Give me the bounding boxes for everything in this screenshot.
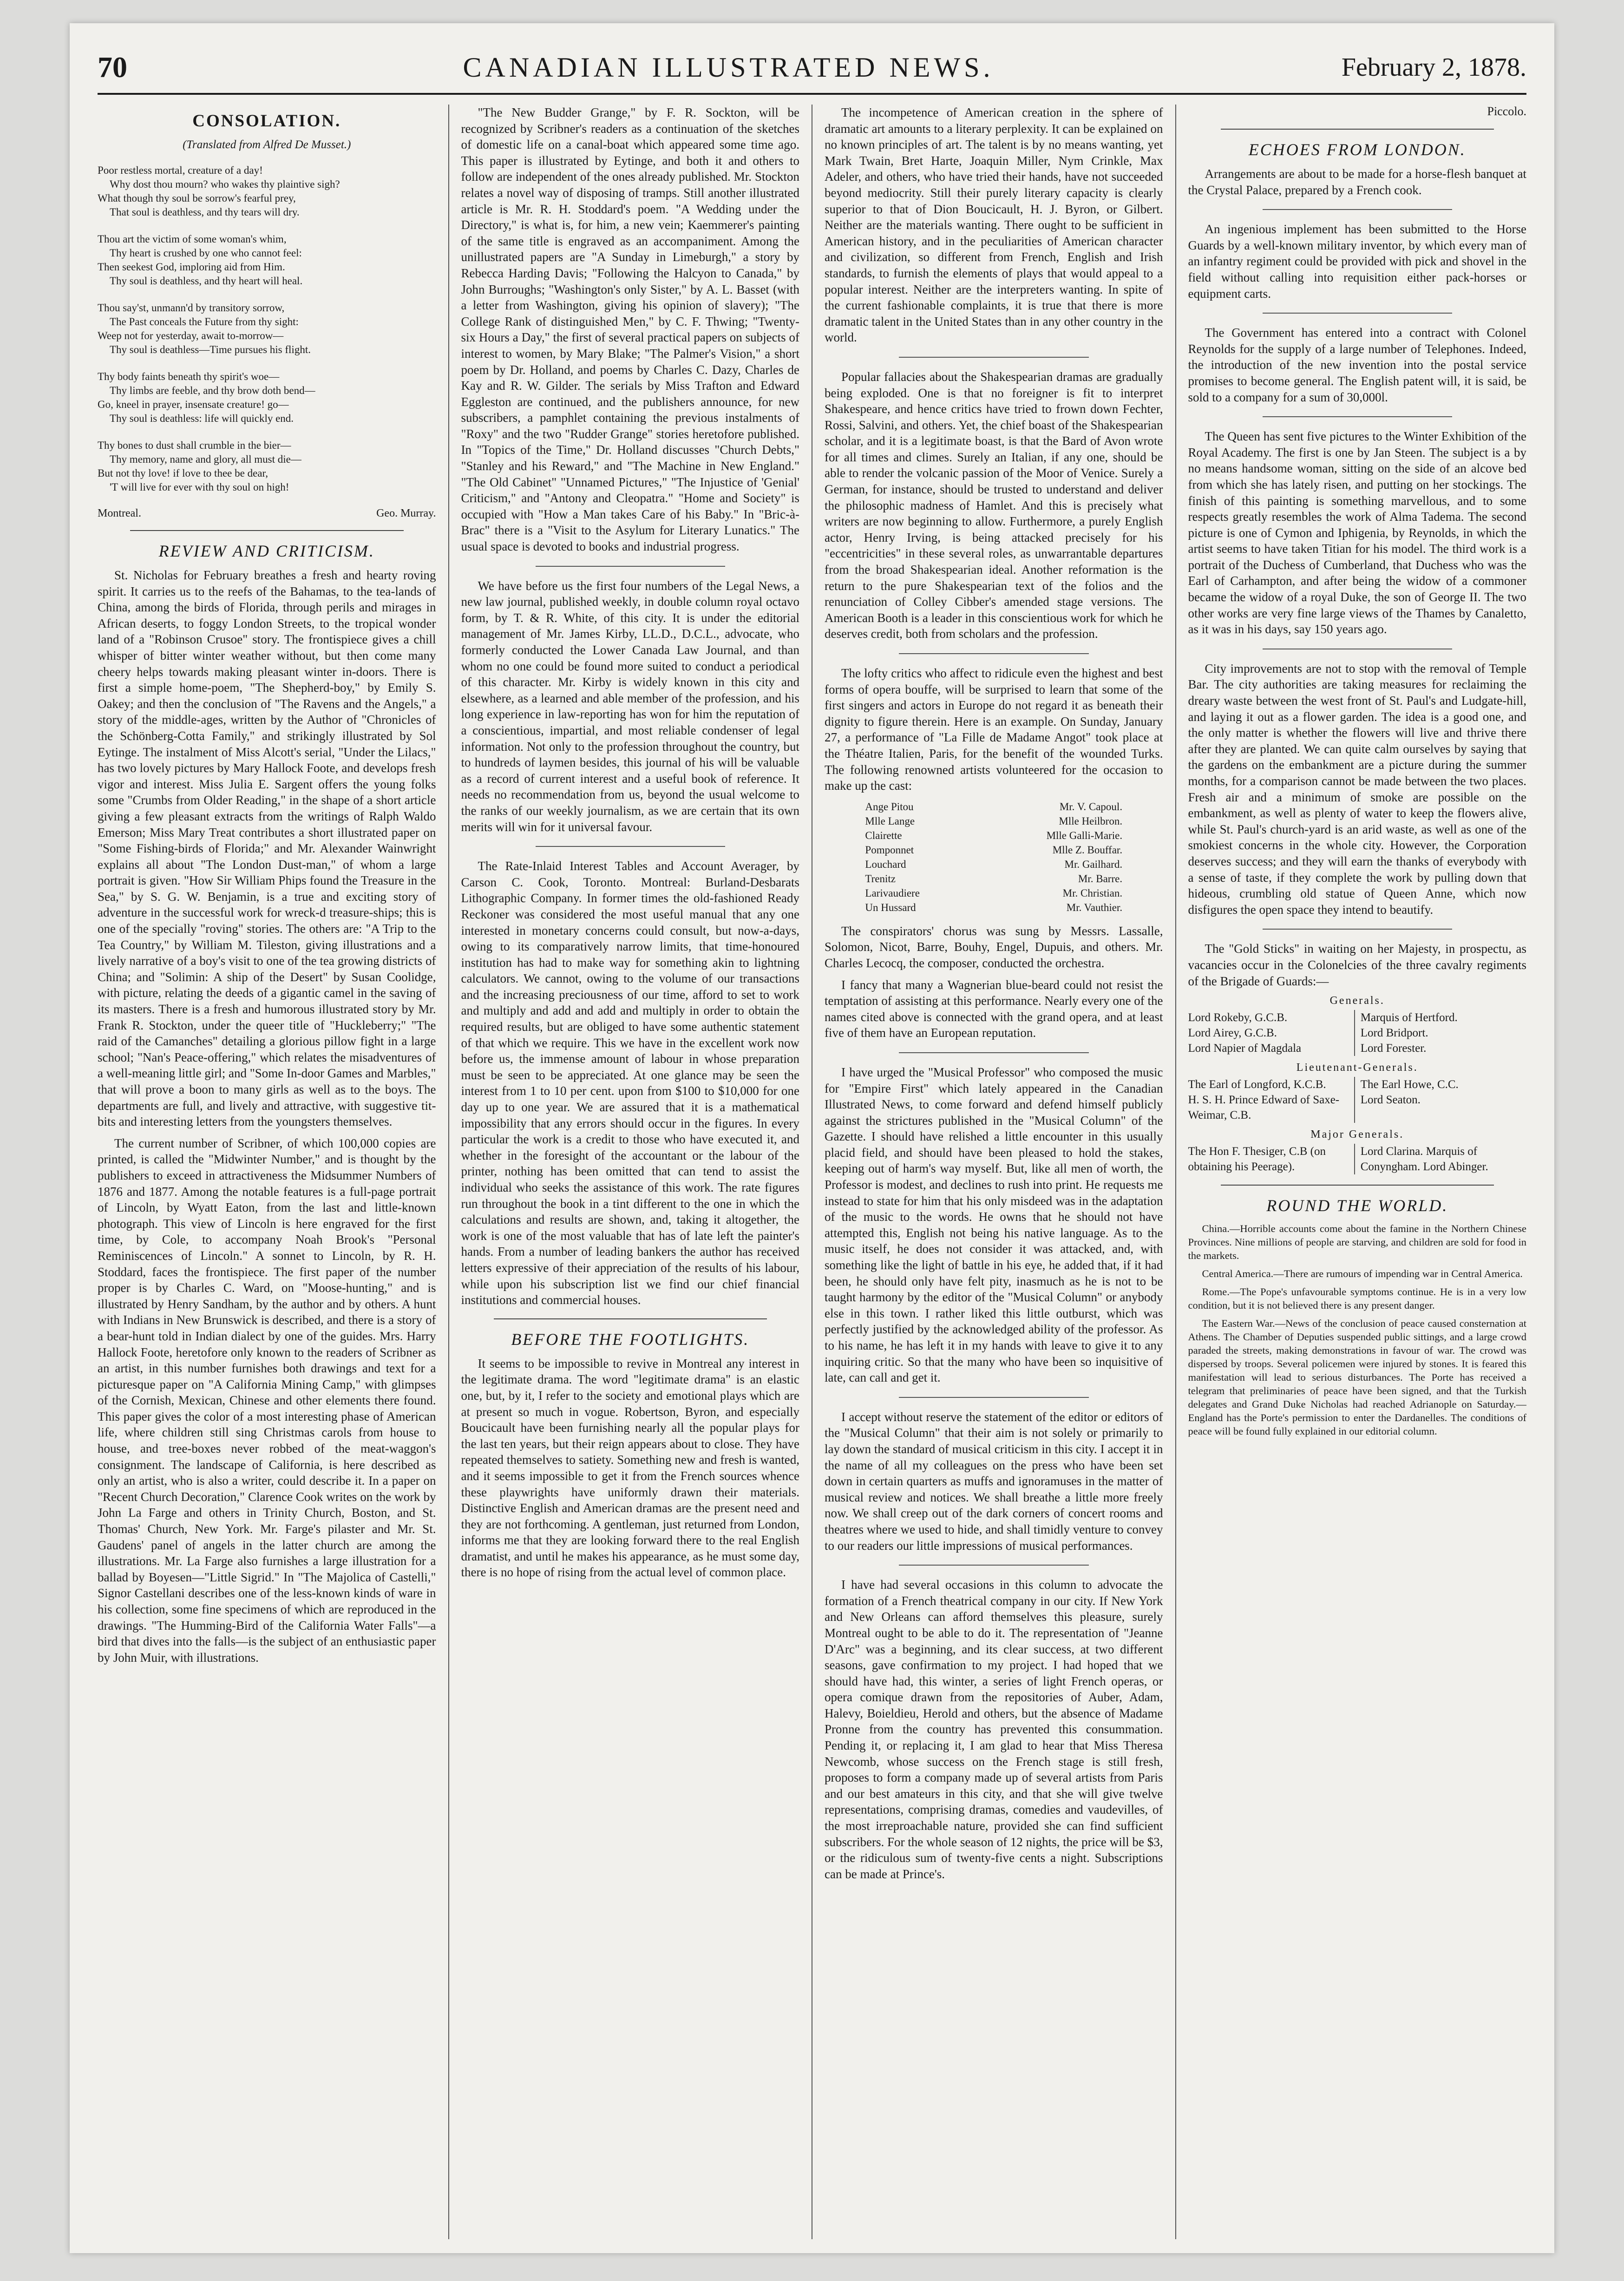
- poem-line: Thy soul is deathless—Time pursues his flight.: [110, 344, 311, 355]
- paragraph-divider: [899, 1052, 1089, 1053]
- footlights-signature: Piccolo.: [1487, 105, 1526, 118]
- poem-line: What though thy soul be sorrow's fearful prey,: [98, 192, 296, 204]
- echoes-paragraph: The Government has entered into a contract with Colonel Reynolds for the supply of a large number of Telephones. Indeed, the introduction of the new invention into the postal service promises to become general. The English patent will, it is said, be sold to a company for a sum of 30,000l.: [1188, 326, 1526, 404]
- poem-line: Thy bones to dust shall crumble in the bier—: [98, 439, 291, 451]
- cast-actor: Mr. Christian.: [1062, 887, 1123, 899]
- poem-author: Geo. Murray.: [376, 507, 436, 519]
- footlights-paragraph: The incompetence of American creation in the sphere of dramatic art amounts to a literary perplexity. It can be explained on no known principles of art. The talent is by no means wanting, yet Mark Twain, Bret Harte, Joaquin Miller, Nym Crinkle, Max Adeler, and others, who have tried their hands, have not succeeded beyond mediocrity. Still their purely literary capacity is clearly superior to that of Dion Boucicault, H. J. Byron, or Gilbert. Neither are the materials wanting. There ought to be sufficient in American history, and in the peculiarities of American character and civilization, so different from French, English and Irish standards, to furnish the elements of plays that would appeal to a popular interest. Neither are the interpreters wanting. In spite of the current fashionable complaints, it is true that there is more dramatic talent in the United States than in any other country in the world.: [825, 105, 1163, 345]
- footlights-paragraph: I accept without reserve the statement of the editor or editors of the "Musical Column" that their aim is not solely or primarily to lay down the standard of musical criticism in this city. I accept it in the name of all my colleagues on the press who have been set down in certain quarters as muffs and ignoramuses in the matter of musical review and notices. We shall breathe a little more freely now. We shall creep out of the dark corners of concert rooms and theatres where we used to hide, and shall timidly venture to convey to our readers our little impressions of musical performances.: [825, 1409, 1163, 1553]
- officer-row: [1188, 1041, 1527, 1056]
- major-generals-label: Major Generals.: [1310, 1128, 1404, 1141]
- paragraph-divider: [899, 653, 1089, 654]
- footlights-paragraph: Popular fallacies about the Shakespearian dramas are gradually being exploded. One is that no foreigner is fit to interpret Shakespeare, and hence critics have tried to frown down Fechter, Rossi, Salvini, and others. Yet, the chief boast of the Shakespearian scholar, and it is a legitimate boast, is that the Bard of Avon wrote for all times and climes. Surely an Italian, if any one, should be able to render the volcanic passion of the Moor of Venice. Surely a German, for instance, should be trusted to understand and deliver the philosophic madness of Hamlet. And this is precisely what writers are now beginning to allow. Furthermore, a purely English actor, Henry Irving, is being attacked precisely for his "eccentricities" in these several roles, as unwarrantable departures from the broad Shakespearian ideal. Another reformation is the return to the pure Shakespearian text of the folios and the renunciation of Colley Cibber's amended stage versions. The American Booth is a leader in this conscientious work for which he deserves credit, both from scholars and the profession.: [825, 369, 1163, 641]
- officer-name: H. S. H. Prince Edward of Saxe-Weimar, C.B.: [1188, 1094, 1340, 1122]
- poem-stanza: [98, 301, 436, 357]
- poem-attribution: (Translated from Alfred De Musset.): [183, 138, 351, 151]
- cast-actor: Mr. Barre.: [1078, 872, 1123, 885]
- review-paragraph: The current number of Scribner, of which 100,000 copies are printed, is called the "Midwinter Number," and is thought by the publishers to exceed in attractiveness the Midsummer Numbers of 1876 and 1877. Among the notable features is a full-page portrait of Lincoln, by Wyatt Eaton, from the last and little-known photograph. This view of Lincoln is here engraved for the first time, by Cole, to accompany Noah Brook's "Personal Reminiscences of Lincoln." A sonnet to Lincoln, by R. H. Stoddard, faces the frontispiece. The first paper of the number proper is by Charles C. Ward, on "Moose-hunting," and is illustrated by Henry Sandham, by the author and by others. A hunt with Indians in New Brunswick is described, and there is a story of a bear-hunt told in Indian dialect by one of the guides. Mrs. Harry Hallock Foote, heretofore only known to the readers of Scribner as an artist, in this number furnishes both drawings and text for a picturesque paper on "A California Mining Camp," with glimpses of the Cornish, Mexican, Chinese and other elements there found. This paper gives the color of a most interesting phase of American life, where children still sing Christmas carols from house to house, and tree-boxes never robbed of the meat-waggon's consignment. The landscape of California, is here described as only an artist, who is also a writer, could describe it. In a paper on "Recent Church Decoration," Clarence Cook writes on the work by John La Farge and others in Trinity Church, Boston, and St. Thomas' Church, New York. Mr. Farge's pilaster and Mr. St. Gaudens' panel of angels in the latter church are among the illustrations. Mr. La Farge also furnishes a large illustration for a ballad by Boyesen—"Little Sigrid." In "The Majolica of Castelli," Signor Castellani describes one of the less-known kinds of ware in his collection, some fine specimens of which are reproduced in the drawings. "The Humming-Bird of the California Water Falls"—a bird that dives into the falls—is the subject of an enthusiastic paper by John Muir, with illustrations.: [98, 1136, 436, 1665]
- echoes-paragraph: The Queen has sent five pictures to the Winter Exhibition of the Royal Academy. The first is one by Jan Steen. The subject is a by no means handsome woman, sitting on the side of an alcove bed from which she has lately risen, and putting on her stockings. The finish of this painting is something marvellous, and to some respects greatly resembles the work of Alma Tadema. The second picture is one of Cymon and Iphigenia, by Reynolds, in which the artist seems to have taken Titian for his model. The third work is a portrait of the Duchess of Cumberland, that Duchess who was the Earl of Carhampton, and after being the widow of a commoner became the widow of a royal Duke, the son of George II. The two other works are very fine large views of the Thames by Canaletto, as it was in his days, say 150 years ago.: [1188, 429, 1526, 636]
- echoes-paragraph: Arrangements are about to be made for a horse-flesh banquet at the Crystal Palace, prepared by a French cook.: [1188, 167, 1526, 197]
- footlights-paragraph: The conspirators' chorus was sung by Messrs. Lassalle, Solomon, Nicot, Barre, Bouhy, Engel, Dupuis, and others. Mr. Charles Lecocq, the composer, conducted the orchestra.: [825, 924, 1163, 970]
- poem-line: Thy soul is deathless: life will quickly end.: [110, 413, 294, 424]
- cast-role: Mlle Lange: [865, 815, 915, 827]
- generals-label: Generals.: [1329, 995, 1385, 1007]
- poem-stanza: [98, 439, 436, 494]
- cast-actor: Mr. Vauthier.: [1066, 901, 1123, 913]
- section-divider: [1221, 1185, 1494, 1186]
- review-paragraph: "The New Budder Grange," by F. R. Sockton, will be recognized by Scribner's readers as a continuation of the sketches of domestic life on a canal-boat which appeared some time ago. This paper is illustrated by Eytinge, and both it and others to follow are independent of the ones already published. Mr. Stockton relates a novel way of disposing of tramps. Still another illustrated article is Mr. R. H. Stoddard's poem. "A Wedding under the Directory," is what is, for him, a new vein; Kaemmerer's painting of the same title is engraved as an accompaniment. Among the unillustrated papers are "A Sunday in Limeburgh," a story by Rebecca Harding Davis; "Following the Halcyon to Canada," by John Burroughs; "Washington's only Sister," by A. L. Basset (with a letter from Washington, giving his opinion of slavery); "The College Rank of distinguished Men," by C. F. Thwing; "Twenty-six Hours a Day," the first of several practical papers on subjects of interest to women, by Mary Blake; "The Palmer's Vision," a short poem by Dr. Holland, and poems by Charles C. Dazy, Charles de Kay and R. W. Gilder. The serials by Miss Trafton and Edward Eggleston are continued, and the publishers announce, for new subscribers, a pamphlet containing the previous instalments of "Roxy" and the two "Rudder Grange" stories heretofore published. In "Topics of the Time," Dr. Holland discusses "Church Debts," "Stanley and his Reward," and "The Machine in New England." "The Old Cabinet" "Unnamed Pictures," "The Injustice of 'Genial' Criticism," and "Antony and Cleopatra." "Home and Society" is occupied with "How a Man takes Care of his Baby." In "Bric-à-Brac" there is a "Visit to the Asylum for Literary Lunatics." The usual space is devoted to books and industrial progress.: [461, 105, 799, 554]
- poem-line: Thou art the victim of some woman's whim,: [98, 233, 287, 245]
- review-paragraph: We have before us the first four numbers of the Legal News, a new law journal, published weekly, in double column royal octavo form, by T. & R. White, of this city. It is under the editorial management of Mr. James Kirby, LL.D., D.C.L., advocate, who formerly conducted the Lower Canada Law Journal, and than whom no one could be found more suited to conduct a periodical of this character. Mr. Kirby is widely known in this city and elsewhere, as a learned and able member of the profession, and his long experience in law-reporting has won for him the reputation of a conscientious, impartial, and most reliable condenser of legal information. Not only to the profession throughout the country, but to hundreds of laymen besides, this journal of his will be valuable as a record of current interest and a useful book of reference. It needs no recommendation from us, beyond the usual welcome to the ranks of our weekly journalism, as we are certain that its own merits will win for it universal favour.: [461, 578, 799, 834]
- paragraph-divider: [536, 846, 726, 847]
- poem-line: Go, kneel in prayer, insensate creature! go—: [98, 399, 289, 410]
- poem-line: Then seekest God, imploring aid from Him.: [98, 261, 285, 273]
- poem-place: Montreal.: [98, 507, 141, 519]
- footlights-paragraph: I have had several occasions in this column to advocate the formation of a French theatrical company in our city. If New York and New Orleans can afford themselves this pleasure, surely Montreal ought to be able to do it. The representation of "Jeanne D'Arc" was a beginning, and its clear success, at two different seasons, gave confirmation to my project. I had hoped that we should have had, this winter, a series of light French operas, or opera comique drawn from the repositories of Auber, Adam, Halevy, Boieldieu, Herold and others, but the absence of Madame Pronne from the country has prevented this consummation. Pending it, or replacing it, I am glad to hear that Miss Theresa Newcomb, whose success on the French stage is still fresh, proposes to form a company made up of several artists from Paris and our best amateurs in this city, and that she will give twelve representations, comprising dramas, comedies and vaudevilles, of the most irreproachable nature, provided she can find sufficient subscribers. For the whole season of 12 nights, the price will be $3, or the ridiculous sum of twenty-five cents a night. Subscriptions can be made at Prince's.: [825, 1578, 1163, 1881]
- echoes-paragraph: The "Gold Sticks" in waiting on her Majesty, in prospectu, as vacancies occur in the Colonelcies of the three cavalry regiments of the Brigade of Guards:—: [1188, 942, 1526, 988]
- officer-name: Lord Airey, G.C.B.: [1188, 1027, 1277, 1040]
- section-divider: [1221, 129, 1494, 130]
- cast-role: Clairette: [865, 829, 902, 841]
- officer-name: Lord Clarina. Marquis of Conyngham. Lord Abinger.: [1354, 1144, 1526, 1174]
- poem-line: Thy memory, name and glory, all must die—: [110, 453, 301, 465]
- officer-name: Lord Rokeby, G.C.B.: [1188, 1011, 1288, 1024]
- page-number: 70: [98, 51, 127, 84]
- paragraph-divider: [1263, 929, 1453, 930]
- officer-row: [1188, 1077, 1527, 1092]
- page-header: [98, 42, 1526, 95]
- officer-name: Lord Forester.: [1354, 1041, 1526, 1056]
- poem-line: Thy body faints beneath thy spirit's woe—: [98, 371, 280, 382]
- cast-actor: Mlle Galli-Marie.: [1046, 829, 1123, 841]
- footlights-paragraph: I fancy that many a Wagnerian blue-beard could not resist the temptation of assisting at this performance. Nearly every one of the names cited above is connected with the grand opera, and at least five of them have an European reputation.: [825, 977, 1163, 1040]
- echoes-paragraph: An ingenious implement has been submitted to the Horse Guards by a well-known military inventor, by which every man of an infantry regiment could be provided with pick and shovel in the field without calling into requisition either pack-horses or equipment carts.: [1188, 222, 1526, 301]
- issue-date: February 2, 1878.: [1341, 53, 1526, 82]
- officer-name: Lord Seaton.: [1354, 1092, 1526, 1123]
- officer-name: Lord Bridport.: [1354, 1025, 1526, 1041]
- column-2: [448, 105, 812, 2239]
- world-news-item: Rome.—The Pope's unfavourable symptoms continue. He is in a very low condition, but it is not believed there is any present danger.: [1188, 1286, 1526, 1311]
- lt-generals-label: Lieutenant-Generals.: [1296, 1062, 1418, 1074]
- cast-role: Larivaudiere: [865, 887, 920, 899]
- footlights-paragraph: The lofty critics who affect to ridicule even the highest and best forms of opera bouffe, will be surprised to learn that some of the first singers and actors in Europe do not regard it as beneath their dignity to figure therein. Here is an example. On Sunday, January 27, a performance of "La Fille de Madame Angot" took place at the Théatre Italien, Paris, for the benefit of the wounded Turks. The following renowned artists volunteered for the occasion to make up the cast:: [825, 666, 1163, 793]
- paragraph-divider: [899, 357, 1089, 358]
- poem-line: Thou say'st, unmann'd by transitory sorrow,: [98, 302, 285, 314]
- echoes-paragraph: City improvements are not to stop with the removal of Temple Bar. The city authorities are taking measures for reclaiming the dreary waste between the west front of St. Paul's and Ludgate-hill, and laying it out as a flower garden. The idea is a good one, and the only matter is whether the flowers will live and thrive there after they are planted. We can quite calm ourselves by saying that the gardens on the embankment are a picture during the summer months, for a comparison cannot be made between the two places. Fresh air and a minimum of smoke are possible on the embankment, as well as plenty of water to keep the flowers alive, while St. Paul's church-yard is an arid waste, as well as one of the smokiest concerns in the whole city. However, the Corporation deserves success; and they will earn the thanks of everybody with a sense of taste, if they complete the work by pulling down that hideous, crumbling old statue of Queen Anne, which now disfigures the open space they intend to beautify.: [1188, 661, 1526, 917]
- major-generals-table: [1188, 1144, 1527, 1174]
- cast-role: Louchard: [865, 858, 906, 870]
- cast-actor: Mlle Heilbron.: [1059, 815, 1123, 827]
- officer-row: [1188, 1092, 1527, 1123]
- officer-name: The Earl of Longford, K.C.B.: [1188, 1078, 1326, 1091]
- cast-row: [865, 843, 1122, 857]
- poem-line: Weep not for yesterday, await to-morrow—: [98, 330, 284, 341]
- review-heading: REVIEW AND CRITICISM.: [158, 542, 375, 560]
- paragraph-divider: [1263, 209, 1453, 210]
- footlights-paragraph: I have urged the "Musical Professor" who composed the music for "Empire First" which lately appeared in the Canadian Illustrated News, to come forward and defend himself publicly against the strictures published in the "Musical Column" of the Gazette. I should have relished a little encounter in this usually placid field, and should have been pleased to hold the stakes, keeping out of harm's way myself. But, like all men of worth, the Professor is modest, and declines to rush into print. He requests me instead to state for him that his only misdeed was in the adaptation of the music to the words. He owns that he should not have attempted this, English not being his native language. As to the music itself, he does not consider it was attacked, and, with something like the light of battle in his eye, he added that, if it had been, he should only have felt pity, inasmuch as he is not to be taught harmony by the editor of the "Musical Column" or anybody else in this town. I rather liked this little outburst, which was perfectly justified by the acknowledged ability of the professor. As to his name, he has left it in my hands with leave to give it to any inquiring critic. So that the many who have been so inquisitive of late, can call and get it.: [825, 1065, 1163, 1385]
- poem-body: [98, 164, 436, 494]
- cast-row: [865, 814, 1122, 828]
- officer-row: [1188, 1010, 1527, 1025]
- officer-name: The Hon F. Thesiger, C.B (on obtaining his Peerage).: [1188, 1145, 1326, 1173]
- paragraph-divider: [899, 1397, 1089, 1398]
- columns: [98, 105, 1526, 2239]
- cast-list: [865, 800, 1122, 915]
- poem-signature: [98, 507, 436, 520]
- generals-table: [1188, 1010, 1527, 1056]
- column-3: [812, 105, 1175, 2239]
- poem-title: CONSOLATION.: [192, 111, 341, 131]
- masthead-title: CANADIAN ILLUSTRATED NEWS.: [463, 52, 994, 83]
- cast-role: Un Hussard: [865, 901, 916, 913]
- cast-role: Trenitz: [865, 872, 896, 885]
- poem-line: That soul is deathless, and thy tears will dry.: [110, 206, 300, 218]
- officer-name: Marquis of Hertford.: [1354, 1010, 1526, 1025]
- lt-generals-table: [1188, 1077, 1527, 1123]
- poem-stanza: [98, 164, 436, 219]
- poem-line: Poor restless mortal, creature of a day!: [98, 164, 263, 176]
- world-news-item: The Eastern War.—News of the conclusion of peace caused consternation at Athens. The Chamber of Deputies suspended public sittings, and a large crowd paraded the streets, making demonstrations in favour of war. The crowd was dispersed by troops. Several policemen were injured by stones. It is feared this manifestation will lead to serious disturbances. The Porte has received a telegram that preliminaries of peace have been signed, and that the Turkish delegates and Grand Duke Nicholas had reached Adrianople on Saturday.—England has the Porte's permission to enter the Dardanelles. The conditions of peace will be found fully explained in our editorial column.: [1188, 1317, 1526, 1437]
- poem-line: Thy soul is deathless, and thy heart will heal.: [110, 275, 303, 287]
- officer-name: The Earl Howe, C.C.: [1354, 1077, 1526, 1092]
- world-news-item: Central America.—There are rumours of impending war in Central America.: [1202, 1268, 1523, 1280]
- cast-actor: Mr. Gailhard.: [1064, 858, 1123, 870]
- cast-row: [865, 800, 1122, 814]
- cast-role: Ange Pitou: [865, 800, 914, 813]
- cast-row: [865, 900, 1122, 915]
- review-paragraph: St. Nicholas for February breathes a fresh and hearty roving spirit. It carries us to the reefs of the Bahamas, to the tea-lands of China, among the birds of Florida, through perils and mirages in African deserts, to foggy London Streets, to the tropical wonder land of a "Robinson Crusoe" story. The frontispiece gives a chill whisper of bitter winter weather without, but then come many cheery helps towards making pleasant winter in-doors. There is first a simple home-poem, "The Shepherd-boy," by Emily S. Oakey; and then the conclusion of "The Ravens and the Angels," a story of the middle-ages, written by the Author of "Chronicles of the Schönberg-Cotta Family," and strikingly illustrated by Sol Eytinge. The instalment of Miss Alcott's serial, "Under the Lilacs," has two lovely pictures by Mary Hallock Foote, and develops fresh vigor and interest. Miss Julia E. Sargent offers the young folks some "Crumbs from Older Reading," in the shape of a short article giving a few pleasant extracts from the writings of Ralph Waldo Emerson; Miss Mary Treat contributes a short illustrated paper on "Some Fishing-birds of Florida;" and Mr. Alexander Wainwright explains all about "The London Dust-man," of whom a large portrait is given. "How Sir William Phips found the Treasure in the Sea," by S. G. W. Benjamin, is a true and exciting story of adventure in the successful work for wreck-d treasure-ships; this is one of the specially "roving" stories. The others are: "A Trip to the Tea Country," by William M. Tileston, giving illustrations and a lively narrative of a boy's visit to one of the tea growing districts of China; and "Solimin: A ship of the Desert" by Susan Coolidge, with picture, relating the deeds of a gigantic camel in the saving of its masters. There is a fresh and humorous illustrated story by Mr. Frank R. Stockton, under the queer title of "Huckleberry;" "The raid of the Camanches" detailing a glorious pillow fight in a large school; "Nan's Peace-offering," which relates the misadventures of a well-meaning little girl; and "Some In-door Games and Marbles," that will prove a boon to many girls as well as to the boys. The departments are full, and lively and attractive, with suggestive tit-bits and interesting letters from the youngsters themselves.: [98, 568, 436, 1129]
- cast-row: [865, 828, 1122, 843]
- paragraph-divider: [1263, 313, 1453, 314]
- poem-stanza: [98, 232, 436, 288]
- footlights-heading: BEFORE THE FOOTLIGHTS.: [511, 1330, 750, 1349]
- column-4: [1175, 105, 1527, 2239]
- poem-line: Thy heart is crushed by one who cannot feel:: [110, 247, 302, 259]
- poem-line: Why dost thou mourn? who wakes thy plaintive sigh?: [110, 178, 340, 190]
- paragraph-divider: [899, 1565, 1089, 1566]
- column-1: [98, 105, 448, 2239]
- poem-line: 'T will live for ever with thy soul on high!: [110, 481, 289, 493]
- paragraph-divider: [1263, 416, 1453, 417]
- cast-row: [865, 857, 1122, 872]
- section-divider: [494, 1318, 767, 1319]
- newspaper-page: [70, 23, 1554, 2253]
- officer-row: [1188, 1144, 1527, 1174]
- review-paragraph: The Rate-Inlaid Interest Tables and Account Averager, by Carson C. Cook, Toronto. Montreal: Burland-Desbarats Lithographic Company. In former times the old-fashioned Ready Reckoner was considered the most useful manual that any one interested in monetary concerns could consult, but now-a-days, owing to its comparatively narrow limits, that time-honoured institution has had to make way for something akin to lightning calculators. We cannot, owing to the volume of our transactions and the increasing preciousness of our time, afford to set to work and multiply and add and add and multiply in order to obtain the required results, but are obliged to have some authentic statement of that which we require. This we have in the excellent work now before us, the immense amount of labour in whose preparation must be seen to be appreciated. At one glance may be seen the interest from 1 to 10 per cent. upon from $100 to $10,000 for one day up to one year. We are assured that it is a mathematical impossibility that any errors should occur in the figures. In every particular the work is a credit to those who have executed it, and whether in the foresight of the accountant or the labour of the printer, nothing has been omitted that can tend to assist the individual who seeks the assistance of this work. The rate figures run throughout the book in a tint different to the one in which the calculations and results are shown, and, taking it altogether, the work is one of the most valuable that has of late left the painter's hands. From a number of leading bankers the author has received letters expressive of their appreciation of the results of his labour, while upon his subscription list we find our chief financial institutions and commercial houses.: [461, 859, 799, 1307]
- world-news-item: China.—Horrible accounts come about the famine in the Northern Chinese Provinces. Nine millions of people are starving, and children are sold for food in the markets.: [1188, 1223, 1526, 1262]
- cast-actor: Mr. V. Capoul.: [1059, 800, 1123, 813]
- poem-line: The Past conceals the Future from thy sight:: [110, 316, 299, 328]
- poem-line: But not thy love! if love to thee be dear,: [98, 467, 268, 479]
- world-heading: ROUND THE WORLD.: [1266, 1196, 1448, 1215]
- poem-line: Thy limbs are feeble, and thy brow doth bend—: [110, 385, 315, 396]
- cast-actor: Mlle Z. Bouffar.: [1052, 844, 1123, 856]
- echoes-heading: ECHOES FROM LONDON.: [1248, 140, 1466, 159]
- section-divider: [130, 530, 404, 531]
- cast-row: [865, 886, 1122, 900]
- cast-row: [865, 872, 1122, 886]
- officer-name: Lord Napier of Magdala: [1188, 1042, 1302, 1055]
- paragraph-divider: [536, 566, 726, 567]
- footlights-paragraph: It seems to be impossible to revive in Montreal any interest in the legitimate drama. The word "legitimate drama" is an elastic one, but, by it, I refer to the society and emotional plays which are at present so much in vogue. Robertson, Byron, and especially Boucicault have been furnishing nearly all the popular plays for the last ten years, but their reign appears about to close. They have repeated themselves to satiety. Something new and fresh is wanted, and it seems impossible to get it from the French sources whence these playwrights have uniformly drawn their materials. Distinctive English and American dramas are the present need and they are not forthcoming. A gentleman, just returned from London, informs me that they are looking forward there to the real English dramatist, and until he makes his appearance, as he must some day, there is no hope of rising from the actual level of common place.: [461, 1356, 799, 1580]
- cast-role: Pomponnet: [865, 844, 914, 856]
- officer-row: [1188, 1025, 1527, 1041]
- poem-stanza: [98, 370, 436, 426]
